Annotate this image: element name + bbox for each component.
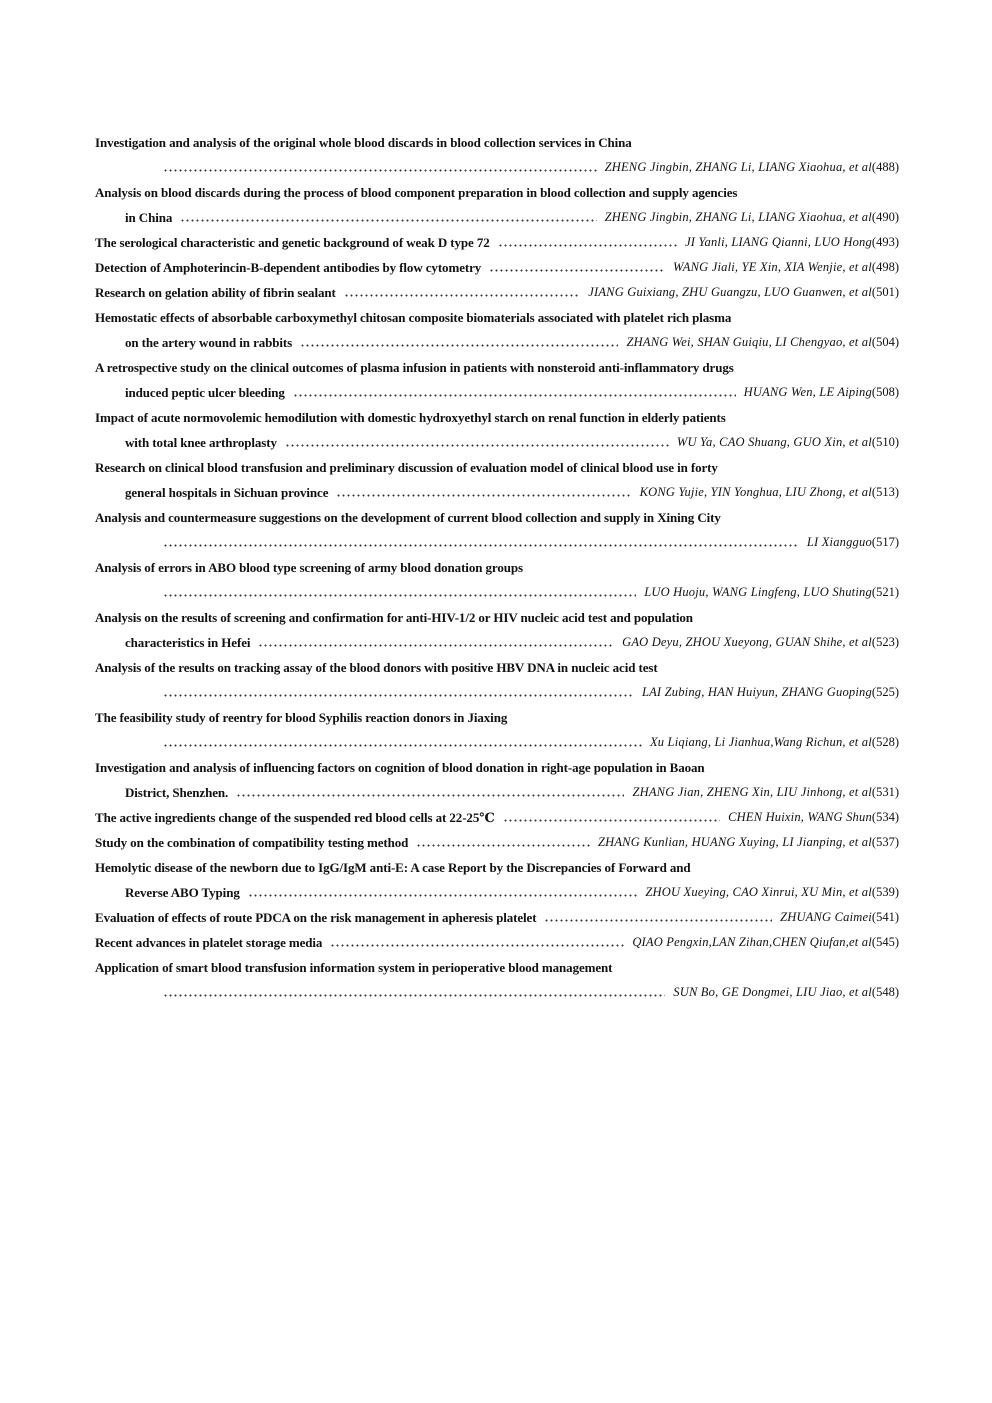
toc-entry-line bbox=[95, 280, 899, 305]
article-title: Hemolytic disease of the newborn due to IgG/IgM anti-E: A case Report by the Discrepancies of Forward and bbox=[95, 860, 691, 875]
toc-entry-line bbox=[95, 405, 899, 430]
article-title: The feasibility study of reentry for blood Syphilis reaction donors in Jiaxing bbox=[95, 710, 508, 725]
article-authors: LI Xiangguo bbox=[806, 535, 872, 549]
article-title: characteristics in Hefei bbox=[125, 635, 251, 650]
article-title: Analysis of errors in ABO blood type screening of army blood donation groups bbox=[95, 560, 523, 575]
toc-entry-line bbox=[95, 255, 899, 280]
toc-entry-line bbox=[95, 680, 899, 705]
toc-entry-line bbox=[95, 805, 899, 830]
dot-leader bbox=[300, 339, 618, 347]
article-title: on the artery wound in rabbits bbox=[125, 335, 293, 350]
toc-entry[interactable] bbox=[95, 455, 899, 505]
article-title: Application of smart blood transfusion information system in perioperative blood management bbox=[95, 960, 613, 975]
toc-entry-line bbox=[95, 455, 899, 480]
toc-entry-line bbox=[95, 355, 899, 380]
toc-entry-line bbox=[95, 780, 899, 805]
article-title: Investigation and analysis of the original whole blood discards in blood collection services in China bbox=[95, 135, 632, 150]
dot-leader bbox=[293, 389, 736, 397]
toc-entry-line bbox=[95, 305, 899, 330]
toc-entry-line bbox=[95, 930, 899, 955]
toc-entry-line bbox=[95, 755, 899, 780]
dot-leader bbox=[330, 939, 624, 947]
dot-leader bbox=[498, 239, 677, 247]
article-title: in China bbox=[125, 210, 173, 225]
article-authors: JIANG Guixiang, ZHU Guangzu, LUO Guanwen, et al bbox=[588, 285, 872, 299]
toc-entry[interactable] bbox=[95, 230, 899, 255]
article-title: Reverse ABO Typing bbox=[125, 885, 240, 900]
article-authors: SUN Bo, GE Dongmei, LIU Jiao, et al bbox=[673, 985, 872, 999]
toc-entry-line bbox=[95, 130, 899, 155]
article-title: The active ingredients change of the suspended red blood cells at 22-25℃ bbox=[95, 810, 495, 825]
dot-leader bbox=[163, 589, 636, 597]
toc-entry-line bbox=[95, 855, 899, 880]
dot-leader bbox=[285, 439, 669, 447]
toc-entry[interactable] bbox=[95, 655, 899, 705]
toc-entry[interactable] bbox=[95, 955, 899, 1005]
article-title: Hemostatic effects of absorbable carboxymethyl chitosan composite biomaterials associated with platelet rich plasma bbox=[95, 310, 732, 325]
dot-leader bbox=[489, 264, 665, 272]
article-authors: ZHANG Jian, ZHENG Xin, LIU Jinhong, et al bbox=[632, 785, 872, 799]
toc-entry[interactable] bbox=[95, 280, 899, 305]
article-title: The serological characteristic and genetic background of weak D type 72 bbox=[95, 235, 490, 250]
article-title: District, Shenzhen. bbox=[125, 785, 229, 800]
article-authors: ZHENG Jingbin, ZHANG Li, LIANG Xiaohua, et al bbox=[604, 160, 872, 174]
page-number: (523) bbox=[871, 635, 899, 649]
page-number: (513) bbox=[871, 485, 899, 499]
article-authors: ZHUANG Caimei bbox=[780, 910, 872, 924]
toc-entry-line bbox=[95, 380, 899, 405]
page-number: (525) bbox=[871, 685, 899, 699]
page-number: (508) bbox=[871, 385, 899, 399]
toc-entry[interactable] bbox=[95, 705, 899, 755]
toc-entry[interactable] bbox=[95, 905, 899, 930]
page-number: (504) bbox=[871, 335, 899, 349]
dot-leader bbox=[344, 289, 581, 297]
article-authors: QIAO Pengxin,LAN Zihan,CHEN Qiufan,et al bbox=[632, 935, 872, 949]
toc-entry[interactable] bbox=[95, 180, 899, 230]
dot-leader bbox=[544, 914, 772, 922]
toc-entry-line bbox=[95, 880, 899, 905]
toc-entry[interactable] bbox=[95, 855, 899, 905]
page-number: (541) bbox=[871, 910, 899, 924]
toc-entry-line bbox=[95, 205, 899, 230]
article-title: with total knee arthroplasty bbox=[125, 435, 277, 450]
article-authors: ZHANG Wei, SHAN Guiqiu, LI Chengyao, et al bbox=[626, 335, 872, 349]
page-number: (548) bbox=[871, 985, 899, 999]
toc-entry[interactable] bbox=[95, 605, 899, 655]
toc-entry-line bbox=[95, 705, 899, 730]
page-number: (531) bbox=[871, 785, 899, 799]
toc-entry-line bbox=[95, 730, 899, 755]
article-title: Research on clinical blood transfusion and preliminary discussion of evaluation model of clinical blood use in forty bbox=[95, 460, 718, 475]
toc-entry-line bbox=[95, 555, 899, 580]
page-number: (488) bbox=[871, 160, 899, 174]
article-title: Analysis on blood discards during the process of blood component preparation in blood collection and supply agencies bbox=[95, 185, 738, 200]
article-title: Analysis on the results of screening and confirmation for anti-HIV-1/2 or HIV nucleic acid test and population bbox=[95, 610, 693, 625]
dot-leader bbox=[163, 689, 634, 697]
toc-entry[interactable] bbox=[95, 130, 899, 180]
dot-leader bbox=[163, 539, 799, 547]
toc-entry[interactable] bbox=[95, 355, 899, 405]
article-authors: GAO Deyu, ZHOU Xueyong, GUAN Shihe, et al bbox=[622, 635, 872, 649]
article-authors: Xu Liqiang, Li Jianhua,Wang Richun, et al bbox=[649, 735, 872, 749]
dot-leader bbox=[258, 639, 614, 647]
toc-entry[interactable] bbox=[95, 305, 899, 355]
article-authors: KONG Yujie, YIN Yonghua, LIU Zhong, et al bbox=[639, 485, 872, 499]
article-title: Investigation and analysis of influencing factors on cognition of blood donation in right-age population in Baoan bbox=[95, 760, 705, 775]
toc-entry-line bbox=[95, 955, 899, 980]
article-title: A retrospective study on the clinical outcomes of plasma infusion in patients with nonsteroid anti-inflammatory drugs bbox=[95, 360, 734, 375]
page-number: (537) bbox=[871, 835, 899, 849]
article-authors: HUANG Wen, LE Aiping bbox=[743, 385, 872, 399]
toc-entry-line bbox=[95, 605, 899, 630]
article-authors: ZHENG Jingbin, ZHANG Li, LIANG Xiaohua, et al bbox=[604, 210, 872, 224]
article-title: Evaluation of effects of route PDCA on the risk management in apheresis platelet bbox=[95, 910, 537, 925]
article-authors: CHEN Huixin, WANG Shun bbox=[728, 810, 872, 824]
table-of-contents bbox=[95, 130, 899, 1005]
page-number: (493) bbox=[871, 235, 899, 249]
toc-entry[interactable] bbox=[95, 555, 899, 605]
toc-entry-line bbox=[95, 180, 899, 205]
dot-leader bbox=[163, 989, 665, 997]
dot-leader bbox=[163, 739, 642, 747]
toc-entry[interactable] bbox=[95, 755, 899, 805]
article-title: Detection of Amphoterincin-B-dependent antibodies by flow cytometry bbox=[95, 260, 482, 275]
page-number: (545) bbox=[871, 935, 899, 949]
article-title: Impact of acute normovolemic hemodilution with domestic hydroxyethyl starch on renal function in elderly patients bbox=[95, 410, 726, 425]
page-number: (501) bbox=[871, 285, 899, 299]
toc-entry[interactable] bbox=[95, 405, 899, 455]
article-authors: LAI Zubing, HAN Huiyun, ZHANG Guoping bbox=[641, 685, 872, 699]
toc-entry-line bbox=[95, 630, 899, 655]
article-authors: WANG Jiali, YE Xin, XIA Wenjie, et al bbox=[673, 260, 872, 274]
dot-leader bbox=[163, 164, 597, 172]
article-authors: ZHANG Kunlian, HUANG Xuying, LI Jianping, et al bbox=[597, 835, 872, 849]
dot-leader bbox=[503, 814, 720, 822]
toc-entry-line bbox=[95, 505, 899, 530]
toc-entry-line bbox=[95, 430, 899, 455]
toc-entry[interactable] bbox=[95, 805, 899, 830]
page-number: (528) bbox=[871, 735, 899, 749]
toc-entry-line bbox=[95, 655, 899, 680]
article-authors: ZHOU Xueying, CAO Xinrui, XU Min, et al bbox=[645, 885, 872, 899]
page-number: (517) bbox=[871, 535, 899, 549]
dot-leader bbox=[248, 889, 638, 897]
toc-entry-line bbox=[95, 980, 899, 1005]
article-title: Research on gelation ability of fibrin sealant bbox=[95, 285, 336, 300]
dot-leader bbox=[336, 489, 631, 497]
dot-leader bbox=[416, 839, 590, 847]
toc-entry[interactable] bbox=[95, 255, 899, 280]
toc-entry-line bbox=[95, 905, 899, 930]
dot-leader bbox=[180, 214, 596, 222]
article-authors: WU Ya, CAO Shuang, GUO Xin, et al bbox=[676, 435, 872, 449]
article-title: Recent advances in platelet storage media bbox=[95, 935, 323, 950]
page-number: (534) bbox=[871, 810, 899, 824]
toc-entry[interactable] bbox=[95, 505, 899, 555]
article-title: Analysis and countermeasure suggestions on the development of current blood collection and supply in Xining City bbox=[95, 510, 721, 525]
page-number: (539) bbox=[871, 885, 899, 899]
toc-entry[interactable] bbox=[95, 830, 899, 855]
article-title: induced peptic ulcer bleeding bbox=[125, 385, 285, 400]
toc-entry-line bbox=[95, 330, 899, 355]
toc-entry-line bbox=[95, 155, 899, 180]
article-title: general hospitals in Sichuan province bbox=[125, 485, 329, 500]
article-authors: JI Yanli, LIANG Qianni, LUO Hong bbox=[685, 235, 872, 249]
article-title: Study on the combination of compatibility testing method bbox=[95, 835, 409, 850]
toc-entry-line bbox=[95, 830, 899, 855]
page-number: (498) bbox=[871, 260, 899, 274]
toc-entry-line bbox=[95, 480, 899, 505]
article-authors: LUO Huoju, WANG Lingfeng, LUO Shuting bbox=[644, 585, 872, 599]
page-number: (490) bbox=[871, 210, 899, 224]
toc-entry-line bbox=[95, 530, 899, 555]
toc-entry[interactable] bbox=[95, 930, 899, 955]
dot-leader bbox=[236, 789, 624, 797]
page-number: (521) bbox=[871, 585, 899, 599]
article-title: Analysis of the results on tracking assay of the blood donors with positive HBV DNA in nucleic acid test bbox=[95, 660, 658, 675]
toc-entry-line bbox=[95, 580, 899, 605]
page-number: (510) bbox=[871, 435, 899, 449]
toc-entry-line bbox=[95, 230, 899, 255]
